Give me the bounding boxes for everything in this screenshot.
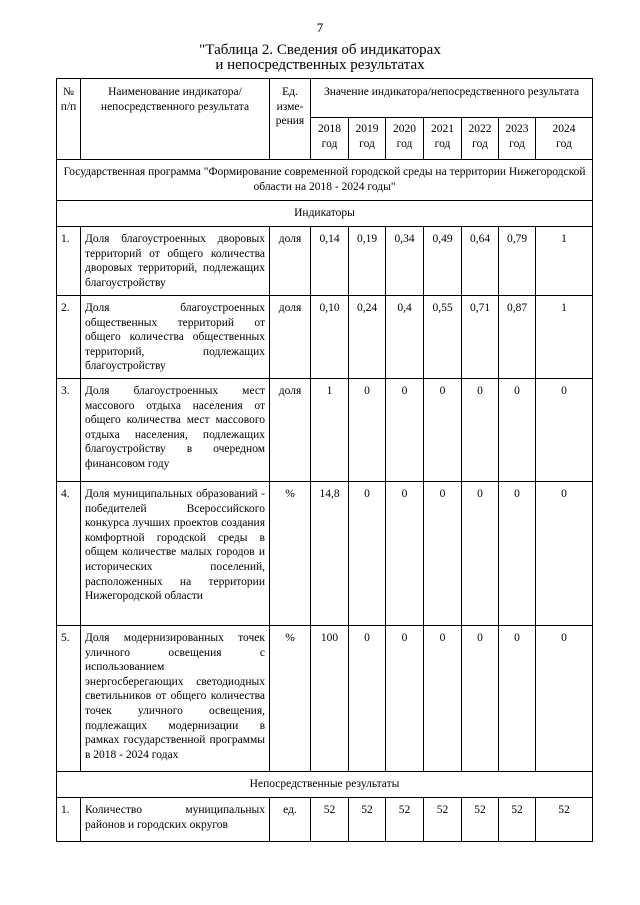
section-results: Непосредственные результаты — [57, 771, 593, 797]
table-row — [57, 797, 593, 841]
row-number: 5. — [57, 625, 81, 771]
row-value-2023: 0 — [499, 625, 536, 771]
header-year-2020 — [386, 118, 424, 160]
row-value-2022: 0,64 — [462, 227, 499, 296]
row-value-2023: 0,87 — [499, 296, 536, 379]
row-value-2020: 0 — [386, 481, 424, 625]
row-value-2018: 14,8 — [311, 481, 349, 625]
table-row — [57, 296, 593, 379]
row-value-2019: 52 — [349, 797, 386, 841]
row-value-2021: 0 — [424, 481, 462, 625]
header-value-group: Значение индикатора/непосредственного результата — [311, 79, 593, 118]
header-year-unit: год — [509, 137, 525, 150]
section-indicators: Индикаторы — [57, 201, 593, 227]
row-name: Количество муниципальных районов и городских округов — [81, 797, 270, 841]
row-value-2023: 52 — [499, 797, 536, 841]
table-title-line-2: и непосредственных результатах — [215, 57, 425, 73]
header-year-value: 2022 — [468, 123, 492, 135]
row-unit: % — [270, 481, 311, 625]
row-value-2023: 0 — [499, 481, 536, 625]
header-year-value: 2018 — [318, 123, 341, 135]
row-number: 1. — [57, 797, 81, 841]
row-value-2018: 52 — [311, 797, 349, 841]
row-value-2022: 0 — [462, 625, 499, 771]
header-year-2024 — [536, 118, 593, 160]
row-name: Доля благоустроенных дворовых территорий от общего количества дворовых территорий, подлежащих благоустройству — [81, 227, 270, 296]
table-row — [57, 378, 593, 481]
row-value-2024: 0 — [536, 481, 593, 625]
row-value-2024: 1 — [536, 296, 593, 379]
row-value-2023: 0,79 — [499, 227, 536, 296]
header-year-unit: год — [359, 137, 375, 150]
row-unit: ед. — [270, 797, 311, 841]
row-value-2018: 100 — [311, 625, 349, 771]
header-year-2022 — [462, 118, 499, 160]
page-number: 7 — [316, 20, 324, 35]
header-year-value: 2023 — [505, 123, 529, 135]
row-name: Доля модернизированных точек уличного освещения с использованием энергосберегающих светодиодных светильников от общего количества точек уличного освещения, подлежащих модернизации в рамках государственной программы в 2018 - 2024 годах — [81, 625, 270, 771]
header-year-value: 2019 — [355, 123, 379, 135]
row-value-2019: 0,24 — [349, 296, 386, 379]
header-year-value: 2024 — [552, 123, 576, 135]
row-value-2022: 0 — [462, 378, 499, 481]
row-value-2019: 0 — [349, 378, 386, 481]
row-name: Доля муниципальных образований - победителей Всероссийского конкурса лучших проектов создания комфортной городской среды в общем количестве малых городов и исторических поселений, расположенных на территории Нижегородской области — [81, 481, 270, 625]
row-number: 1. — [57, 227, 81, 296]
row-unit: доля — [270, 296, 311, 379]
header-unit: Ед. изме-рения — [270, 79, 311, 160]
row-name: Доля благоустроенных общественных территорий от общего количества общественных территорий, подлежащих благоустройству — [81, 296, 270, 379]
table-title — [0, 43, 640, 73]
row-value-2018: 0,14 — [311, 227, 349, 296]
row-value-2020: 0,4 — [386, 296, 424, 379]
row-number: 2. — [57, 296, 81, 379]
header-year-2021 — [424, 118, 462, 160]
row-value-2020: 0,34 — [386, 227, 424, 296]
row-value-2021: 0,49 — [424, 227, 462, 296]
row-value-2023: 0 — [499, 378, 536, 481]
row-value-2019: 0 — [349, 625, 386, 771]
row-value-2024: 1 — [536, 227, 593, 296]
row-value-2022: 0,71 — [462, 296, 499, 379]
table-row — [57, 227, 593, 296]
row-value-2024: 0 — [536, 625, 593, 771]
header-year-2019 — [349, 118, 386, 160]
program-title-row: Государственная программа "Формирование современной городской среды на территории Нижегородской области на 2018 - 2024 годы" — [57, 160, 593, 201]
header-year-2018 — [311, 118, 349, 160]
table-title-line-1: "Таблица 2. Сведения об индикаторах — [199, 42, 441, 58]
header-year-unit: год — [321, 137, 338, 150]
row-value-2021: 0,55 — [424, 296, 462, 379]
row-value-2019: 0,19 — [349, 227, 386, 296]
row-unit: доля — [270, 378, 311, 481]
row-value-2022: 0 — [462, 481, 499, 625]
row-value-2020: 0 — [386, 625, 424, 771]
header-year-unit: год — [434, 137, 451, 150]
header-year-2023 — [499, 118, 536, 160]
row-value-2019: 0 — [349, 481, 386, 625]
indicators-table — [56, 78, 593, 842]
row-unit: доля — [270, 227, 311, 296]
row-value-2018: 0,10 — [311, 296, 349, 379]
header-year-value: 2021 — [431, 123, 454, 135]
table-row — [57, 625, 593, 771]
header-num: № п/п — [57, 79, 81, 160]
row-value-2020: 52 — [386, 797, 424, 841]
header-year-unit: год — [472, 137, 488, 150]
row-value-2020: 0 — [386, 378, 424, 481]
header-year-unit: год — [396, 137, 413, 150]
row-value-2024: 52 — [536, 797, 593, 841]
row-value-2021: 0 — [424, 378, 462, 481]
row-value-2021: 52 — [424, 797, 462, 841]
row-name: Доля благоустроенных мест массового отдыха населения от общего количества мест массового отдыха населения, подлежащих благоустройству в очередном финансовом году — [81, 378, 270, 481]
row-number: 4. — [57, 481, 81, 625]
row-value-2018: 1 — [311, 378, 349, 481]
row-value-2022: 52 — [462, 797, 499, 841]
header-year-value: 2020 — [393, 123, 416, 135]
row-value-2024: 0 — [536, 378, 593, 481]
row-value-2021: 0 — [424, 625, 462, 771]
header-name: Наименование индикатора/ непосредственного результата — [81, 79, 270, 160]
row-number: 3. — [57, 378, 81, 481]
row-unit: % — [270, 625, 311, 771]
table-row — [57, 481, 593, 625]
header-year-unit: год — [556, 137, 572, 150]
